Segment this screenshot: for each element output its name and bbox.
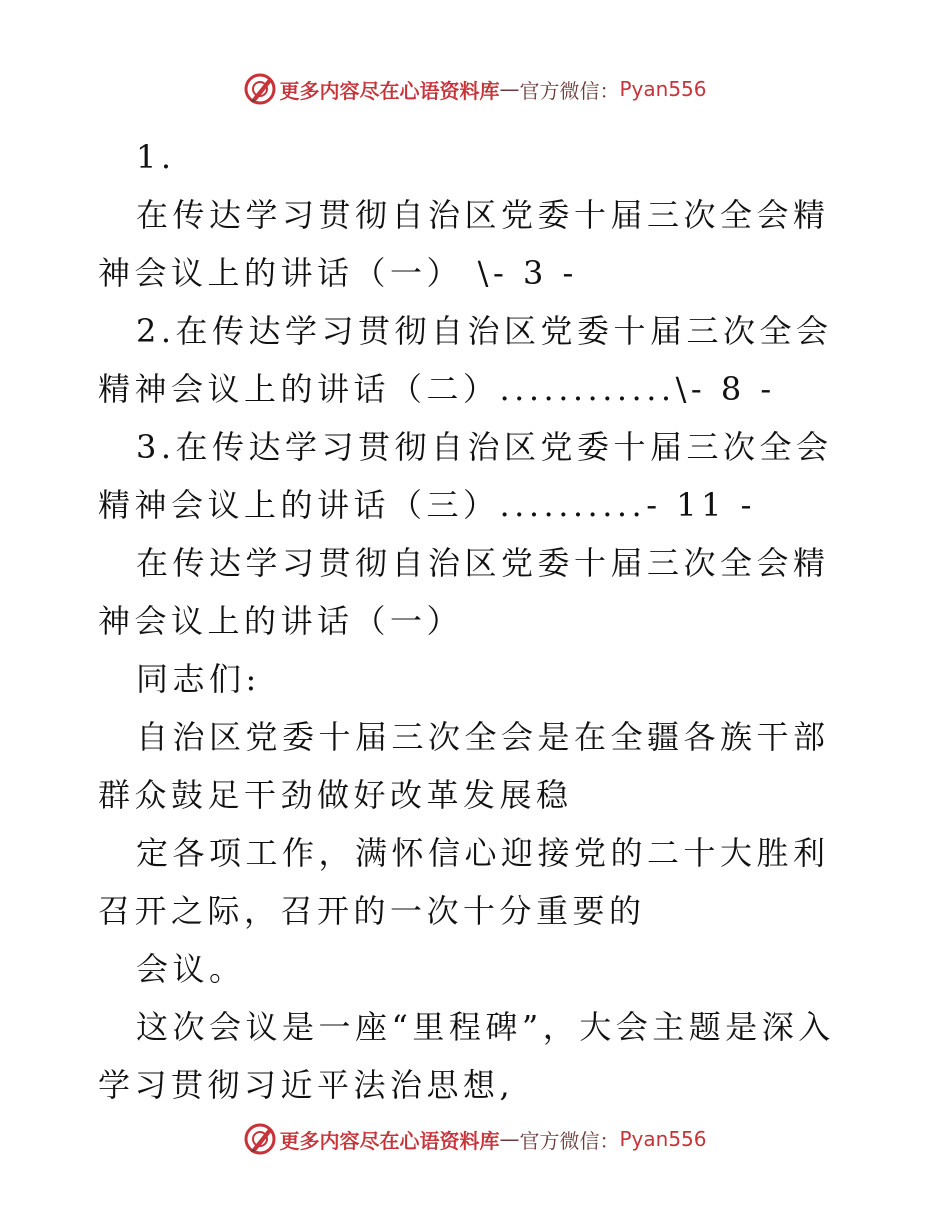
- footer-watermark-banner: [0, 1122, 950, 1156]
- body-paragraph: 定各项工作，满怀信心迎接党的二十大胜利召开之际，召开的一次十分重要的: [98, 834, 830, 930]
- body-paragraph: 这次会议是一座“里程碑”，大会主题是深入学习贯彻习近平法治思想,: [98, 1008, 835, 1104]
- banner-account-id: Pyan556: [619, 77, 707, 101]
- document-body: [98, 128, 858, 1114]
- header-watermark-banner: [0, 72, 950, 106]
- banner-dash: —: [499, 77, 520, 101]
- section-title: 在传达学习贯彻自治区党委十届三次全会精神会议上的讲话（一）: [98, 544, 830, 640]
- toc-entry-1: 在传达学习贯彻自治区党委十届三次全会精神会议上的讲话（一） \- 3 -: [98, 196, 830, 292]
- banner-wechat-label: 官方微信：: [519, 1128, 620, 1153]
- pen-circle-logo-icon: [243, 1122, 277, 1156]
- pen-circle-logo-icon: [243, 72, 277, 106]
- salutation: 同志们:: [136, 660, 261, 698]
- toc-number-1: 1.: [136, 138, 176, 176]
- body-paragraph: 自治区党委十届三次全会是在全疆各族干部群众鼓足干劲做好改革发展稳: [98, 718, 830, 814]
- body-paragraph: 会议。: [136, 950, 246, 988]
- banner-dash: —: [499, 1127, 520, 1151]
- toc-entry-2: 2.在传达学习贯彻自治区党委十届三次全会精神会议上的讲话（二）............\- 8 -: [98, 312, 833, 408]
- banner-wechat-label: 官方微信：: [519, 78, 620, 103]
- banner-account-id: Pyan556: [619, 1127, 707, 1151]
- toc-entry-3: 3.在传达学习贯彻自治区党委十届三次全会精神会议上的讲话（三）..........- 11 -: [98, 428, 833, 524]
- banner-site-text: 更多内容尽在心语资料库: [279, 78, 500, 103]
- banner-site-text: 更多内容尽在心语资料库: [279, 1128, 500, 1153]
